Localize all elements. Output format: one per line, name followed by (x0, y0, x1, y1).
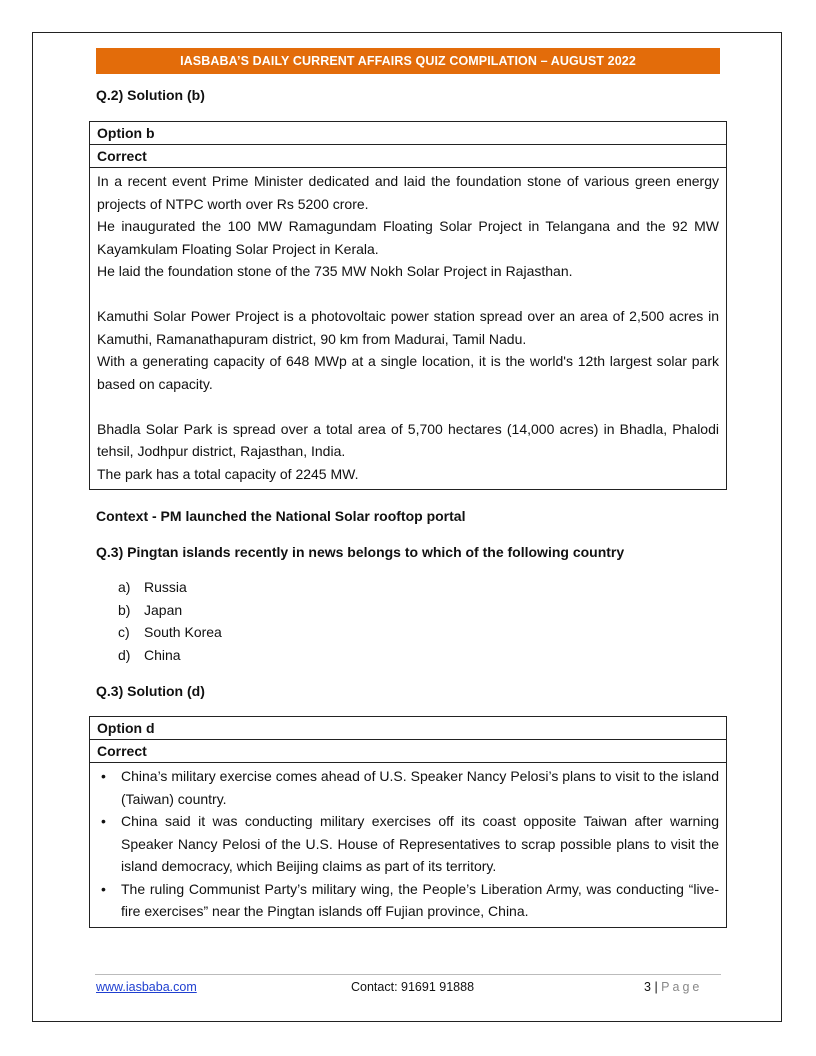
q3-solution-heading: Q.3) Solution (d) (96, 683, 205, 699)
q2-answer-table (89, 121, 727, 490)
bullet-item (97, 810, 719, 878)
option-text: China (144, 647, 181, 664)
q2-option-row: Option b (90, 122, 726, 145)
option-letter: b) (118, 601, 131, 618)
bullet-item (97, 878, 719, 923)
bullet-text: China said it was conducting military exercises off its coast opposite Taiwan after warning Speaker Nancy Pelosi of the U.S. House of Representatives to scrap possible plans to visit the island democracy, which Beijing claims as part of its territory. (121, 813, 719, 874)
explanation-paragraph: Bhadla Solar Park is spread over a total area of 5,700 hectares (14,000 acres) in Bhadla, Phalodi tehsil, Jodhpur district, Rajasthan, India. (97, 420, 719, 459)
option-letter: c) (118, 624, 130, 641)
q3-explanation (90, 763, 726, 927)
page-number: 3 (644, 980, 651, 994)
bullet-text: The ruling Communist Party’s military wing, the People’s Liberation Army, was conducting “live-fire exercises” near the Pingtan islands off Fujian province, China. (121, 880, 719, 919)
option-letter: d) (118, 647, 131, 664)
footer-divider (95, 974, 721, 975)
option-text: Japan (144, 601, 183, 618)
option-letter: a) (118, 579, 131, 595)
bullet-icon: • (101, 880, 106, 897)
page-label: Page (661, 980, 703, 994)
document-header: IASBABA’S DAILY CURRENT AFFAIRS QUIZ COMPILATION – AUGUST 2022 (96, 48, 720, 74)
option-c (118, 621, 222, 644)
option-b (118, 599, 222, 622)
q2-explanation (90, 168, 726, 489)
footer-website (96, 980, 197, 994)
q3-status-row: Correct (90, 740, 726, 763)
q3-option-row: Option d (90, 717, 726, 740)
option-a (118, 576, 222, 599)
option-text: Russia (144, 579, 187, 595)
footer-page-number (644, 980, 702, 994)
explanation-paragraph: The park has a total capacity of 2245 MW. (97, 465, 359, 482)
bullet-icon: • (101, 813, 106, 829)
option-text: South Korea (144, 624, 222, 641)
bullet-icon: • (101, 768, 106, 784)
q3-answer-table (89, 716, 727, 928)
option-d (118, 644, 222, 667)
footer-contact: Contact: 91691 91888 (351, 980, 475, 994)
explanation-paragraph: Kamuthi Solar Power Project is a photovoltaic power station spread over an area of 2,500 acres in Kamuthi, Ramanathapuram district, 90 km from Madurai, Tamil Nadu. (97, 308, 719, 347)
q2-status-row: Correct (90, 145, 726, 168)
context-line: Context - PM launched the National Solar rooftop portal (96, 508, 466, 524)
q3-question: Q.3) Pingtan islands recently in news belongs to which of the following country (96, 544, 625, 560)
bullet-text: China’s military exercise comes ahead of U.S. Speaker Nancy Pelosi’s plans to visit to the island (Taiwan) country. (121, 768, 719, 807)
website-link[interactable]: www.iasbaba.com (96, 980, 197, 994)
explanation-paragraph: In a recent event Prime Minister dedicated and laid the foundation stone of various green energy projects of NTPC worth over Rs 5200 crore. (97, 173, 719, 212)
q3-options-list (118, 576, 222, 667)
bullet-item (97, 765, 719, 810)
page-separator: | (654, 980, 658, 994)
q2-solution-heading: Q.2) Solution (b) (96, 87, 205, 103)
explanation-paragraph: With a generating capacity of 648 MWp at a single location, it is the world's 12th largest solar park based on capacity. (97, 353, 719, 392)
q3-bullet-list (97, 765, 719, 923)
explanation-paragraph: He inaugurated the 100 MW Ramagundam Floating Solar Project in Telangana and the 92 MW Kayamkulam Floating Solar Project in Kerala. (97, 218, 719, 257)
explanation-paragraph: He laid the foundation stone of the 735 MW Nokh Solar Project in Rajasthan. (97, 263, 573, 279)
